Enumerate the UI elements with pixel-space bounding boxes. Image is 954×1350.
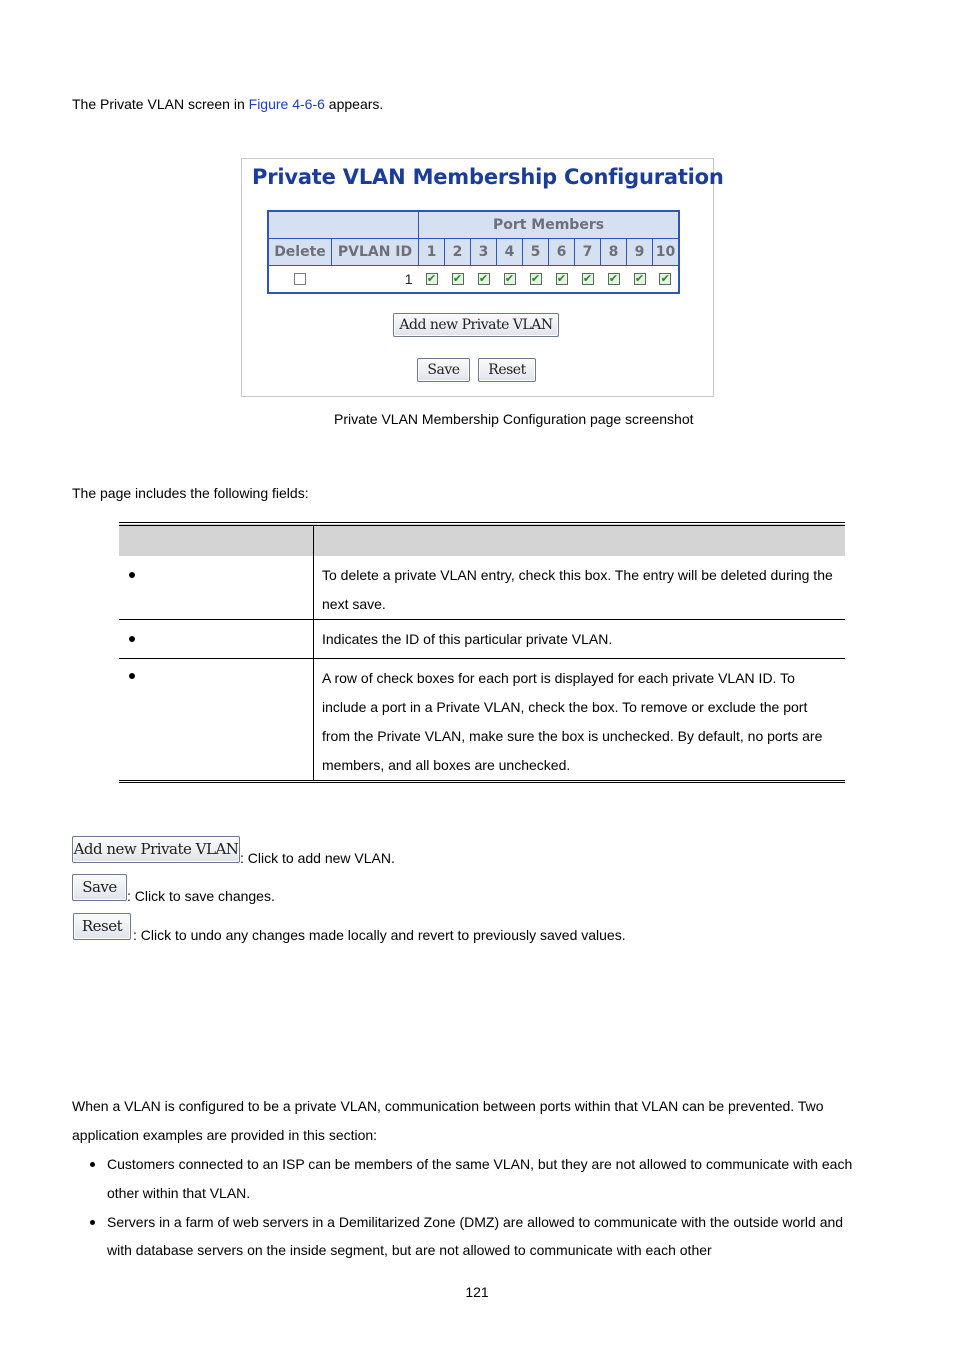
- port-cell: [653, 266, 680, 294]
- paragraph-line-1: When a VLAN is configured to be a private VLAN, communication between ports within that VLAN can be prevented. Two: [72, 1098, 824, 1114]
- description-cell: A row of check boxes for each port is displayed for each private VLAN ID. To include a port in a Private VLAN, check the box. To remove or exclude the port from the Private VLAN, make sure the box is unchecked. By default, no ports are members, and all boxes are unchecked.: [314, 659, 846, 782]
- port-checkbox-7[interactable]: ✔: [582, 272, 593, 285]
- reset-button-description: : Click to undo any changes made locally and revert to previously saved values.: [133, 927, 626, 943]
- bullet-icon: [90, 1162, 95, 1167]
- bullet-2-line-1: Servers in a farm of web servers in a Demilitarized Zone (DMZ) are allowed to communicate with the outside world and: [107, 1214, 844, 1230]
- port-checkbox-3[interactable]: ✔: [478, 272, 489, 285]
- delete-header: Delete: [268, 239, 332, 266]
- screenshot-panel: [241, 158, 724, 397]
- bullet-icon: [129, 636, 135, 642]
- pvlan-id-header: PVLAN ID: [332, 239, 419, 266]
- paragraph-line-2: application examples are provided in this section:: [72, 1127, 378, 1143]
- port-header-2: 2: [445, 239, 471, 266]
- bullet-icon: [129, 673, 135, 679]
- save-button-sample[interactable]: Save: [72, 874, 127, 901]
- fields-intro: The page includes the following fields:: [72, 485, 309, 501]
- port-checkbox-9[interactable]: ✔: [634, 272, 645, 285]
- screenshot-title: Private VLAN Membership Configuration: [252, 165, 724, 189]
- reset-button[interactable]: Reset: [478, 358, 536, 382]
- port-cell: [497, 266, 523, 294]
- description-cell: To delete a private VLAN entry, check this box. The entry will be deleted during the next save.: [314, 556, 846, 620]
- fields-header-object: [119, 524, 314, 556]
- add-private-vlan-button-sample[interactable]: Add new Private VLAN: [72, 836, 240, 863]
- port-cell: [549, 266, 575, 294]
- object-cell: [119, 556, 314, 620]
- delete-checkbox[interactable]: [294, 273, 306, 285]
- port-header-10: 10: [653, 239, 680, 266]
- bullet-2-line-2: with database servers on the inside segment, but are not allowed to communicate with each other: [107, 1242, 712, 1258]
- intro-text: The Private VLAN screen in Figure 4-6-6 appears.: [72, 96, 384, 112]
- add-button-description: : Click to add new VLAN.: [240, 850, 395, 866]
- table-row: [119, 620, 845, 659]
- port-checkbox-4[interactable]: ✔: [504, 272, 515, 285]
- bullet-icon: [129, 572, 135, 578]
- bullet-icon: [90, 1220, 95, 1225]
- header-spacer: [268, 211, 419, 239]
- port-cell: [419, 266, 445, 294]
- figure-link[interactable]: Figure 4-6-6: [248, 96, 325, 112]
- add-private-vlan-button[interactable]: Add new Private VLAN: [393, 313, 559, 337]
- port-cell: [445, 266, 471, 294]
- port-header-1: 1: [419, 239, 445, 266]
- save-button-description: : Click to save changes.: [127, 888, 275, 904]
- port-header-3: 3: [471, 239, 497, 266]
- port-cell: [471, 266, 497, 294]
- fields-header-row: [119, 524, 845, 556]
- port-checkbox-8[interactable]: ✔: [608, 272, 619, 285]
- port-checkbox-10[interactable]: ✔: [660, 272, 670, 285]
- pvlan-id-value: 1: [332, 266, 419, 294]
- figure-caption: Private VLAN Membership Configuration page screenshot: [334, 411, 694, 427]
- port-cell: [523, 266, 549, 294]
- port-cell: [627, 266, 653, 294]
- port-checkbox-6[interactable]: ✔: [556, 272, 567, 285]
- fields-header-description: [314, 524, 846, 556]
- bullet-1-line-1: Customers connected to an ISP can be members of the same VLAN, but they are not allowed to communicate with each: [107, 1156, 853, 1172]
- bullet-1-line-2: other within that VLAN.: [107, 1185, 251, 1201]
- port-header-4: 4: [497, 239, 523, 266]
- object-cell: [119, 659, 314, 782]
- port-checkbox-2[interactable]: ✔: [452, 272, 463, 285]
- object-cell: [119, 620, 314, 659]
- reset-button-sample[interactable]: Reset: [73, 913, 131, 940]
- port-checkbox-1[interactable]: ✔: [426, 272, 437, 285]
- port-header-8: 8: [601, 239, 627, 266]
- delete-cell: [268, 266, 332, 294]
- fields-table: [119, 522, 845, 783]
- port-checkbox-5[interactable]: ✔: [530, 272, 541, 285]
- port-header-7: 7: [575, 239, 601, 266]
- port-header-6: 6: [549, 239, 575, 266]
- save-button[interactable]: Save: [417, 358, 470, 382]
- port-members-header: Port Members: [419, 211, 680, 239]
- private-vlan-table: [267, 210, 680, 294]
- page-number: 121: [465, 1284, 489, 1300]
- port-header-9: 9: [627, 239, 653, 266]
- port-cell: [601, 266, 627, 294]
- table-row: [119, 556, 845, 620]
- port-header-5: 5: [523, 239, 549, 266]
- port-cell: [575, 266, 601, 294]
- description-cell: Indicates the ID of this particular private VLAN.: [314, 620, 846, 659]
- table-row: [119, 659, 845, 782]
